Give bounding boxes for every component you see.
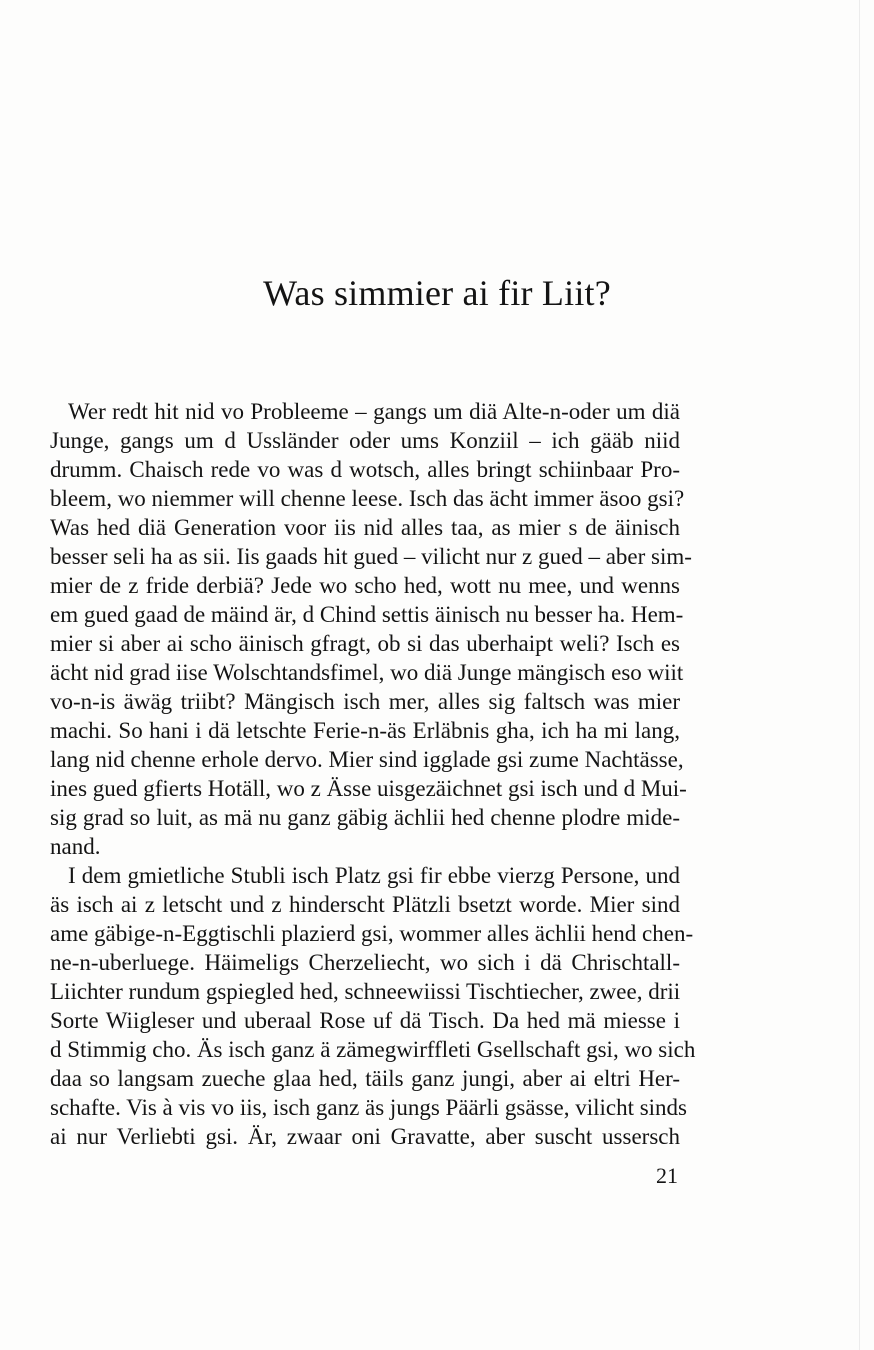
paragraph-1 [50,397,692,861]
text-line: sig grad so luit, as mä nu ganz gäbig ächlii hed chenne plodre mide- [50,805,680,830]
text-line: I dem gmietliche Stubli isch Platz gsi fir ebbe vierzg Persone, und [68,863,680,888]
text-line: vo-n-is äwäg triibt? Mängisch isch mer, alles sig faltsch was mier [50,689,680,714]
text-line: Liichter rundum gspiegled hed, schneewiissi Tischtiecher, zwee, drii [50,979,681,1004]
text-line: bleem, wo niemmer will chenne leese. Isch das ächt immer äsoo gsi? [50,486,685,511]
text-line: d Stimmig cho. Äs isch ganz ä zämegwirffleti Gsellschaft gsi, wo sich [50,1037,696,1062]
text-line: äs isch ai z letscht und z hinderscht Plätzli bsetzt worde. Mier sind [50,892,680,917]
text-line: machi. So hani i dä letschte Ferie-n-äs Erläbnis gha, ich ha mi lang, [50,718,680,743]
text-line: mier de z fride derbiä? Jede wo scho hed, wott nu mee, und wenns [50,573,680,598]
text-line: ächt nid grad iise Wolschtandsfimel, wo diä Junge mängisch eso wiit [50,660,684,685]
text-line: Sorte Wiigleser und uberaal Rose uf dä Tisch. Da hed mä miesse i [50,1008,680,1033]
text-line: Wer redt hit nid vo Probleeme – gangs um diä Alte-n-oder um diä [68,399,680,424]
text-line: lang nid chenne erhole dervo. Mier sind igglade gsi zume Nachtässe, [50,747,684,772]
text-line: ame gäbige-n-Eggtischli plazierd gsi, wommer alles ächlii hend chen- [50,921,694,946]
paragraph-2 [50,861,696,1151]
text-line: schafte. Vis à vis vo iis, isch ganz äs jungs Päärli gsässe, vilicht sinds [50,1095,688,1120]
text-line: daa so langsam zueche glaa hed, täils ganz jungi, aber ai eltri Her- [50,1066,680,1091]
chapter-title: Was simmier ai fir Liit? [263,273,611,313]
text-line: nand. [50,834,101,859]
text-line: em gued gaad de mäind är, d Chind settis äinisch nu besser ha. Hem- [50,602,684,627]
text-line: Junge, gangs um d Ussländer oder ums Konziil – ich gääb niid [50,428,680,453]
text-line: ne-n-uberluege. Häimeligs Cherzeliecht, wo sich i dä Chrischtall- [50,950,680,975]
text-line: ines gued gfierts Hotäll, wo z Ässe uisgezäichnet gsi isch und d Mui- [50,776,687,801]
text-line: ai nur Verliebti gsi. Är, zwaar oni Gravatte, aber suscht ussersch [50,1124,680,1149]
page-number: 21 [656,1163,678,1188]
text-line: drumm. Chaisch rede vo was d wotsch, alles bringt schiinbaar Pro- [50,457,680,482]
text-line: mier si aber ai scho äinisch gfragt, ob si das uberhaipt weli? Isch es [50,631,680,656]
text-line: Was hed diä Generation voor iis nid alles taa, as mier s de äinisch [50,515,680,540]
body-text [50,397,696,1151]
page-edge-shadow [859,0,860,1350]
text-line: besser seli ha as sii. Iis gaads hit gued – vilicht nur z gued – aber sim- [50,544,692,569]
